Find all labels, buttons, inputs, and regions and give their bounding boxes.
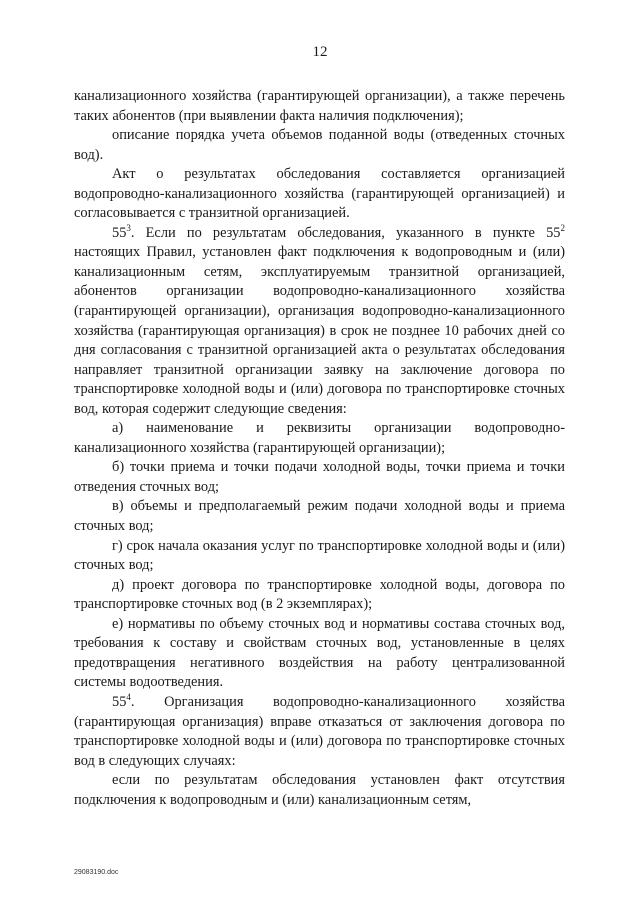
clause-text: . Если по результатам обследования, указанного в пункте 55 (130, 224, 561, 241)
list-item: г) срок начала оказания услуг по транспортировке холодной воды и (или) сточных вод; (74, 537, 565, 574)
page-number: 12 (312, 44, 328, 60)
paragraph: канализационного хозяйства (гарантирующей организации), а также перечень таких абонентов (при выявлении факта наличия подключения); (74, 88, 565, 124)
paragraph: если по результатам обследования установлен факт отсутствия подключения к водопроводным и (или) канализационным сетям, (74, 772, 565, 808)
reference-superscript: 2 (560, 223, 565, 234)
paragraph-clause-55-4 (74, 693, 565, 771)
footer-filename: 29083190.doc (74, 869, 119, 876)
clause-superscript: 4 (126, 692, 131, 703)
paragraph: описание порядка учета объемов поданной воды (отведенных сточных вод). (74, 127, 565, 163)
list-item: д) проект договора по транспортировке холодной воды, договора по транспортировке сточных вод (в 2 экземплярах); (74, 576, 565, 613)
list-item: а) наименование и реквизиты организации водопроводно-канализационного хозяйства (гарантирующей организации); (74, 420, 565, 456)
paragraph: Акт о результатах обследования составляется организацией водопроводно-канализационного хозяйства (гарантирующей организацией) и согласовывается с транзитной организацией. (74, 166, 565, 222)
list-item: в) объемы и предполагаемый режим подачи холодной воды и приема сточных вод; (74, 498, 565, 535)
clause-number: 55 (112, 224, 127, 241)
list-item: б) точки приема и точки подачи холодной воды, точки приема и точки отведения сточных вод; (74, 459, 565, 495)
clause-number: 55 (112, 693, 127, 710)
document-body (74, 87, 565, 810)
paragraph-clause-55-3 (74, 224, 565, 419)
clause-text-cont: настоящих Правил, установлен факт подключения к водопроводным и (или) канализационным сетям, эксплуатируемым транзитной организацией, абонентов организации водопроводно-канализационного хозяйства (гарантирующей организации), организация водопроводно-канализационного хозяйства (гарантирующая организация) в срок не позднее 10 рабочих дней со дня согласования с транзитной организацией акта о результатах обследования направляет транзитной организации заявку на заключение договора по транспортировке холодной воды и (или) договора по транспортировке сточных вод, которая содержит следующие сведения: (74, 244, 565, 417)
clause-superscript: 3 (126, 223, 131, 234)
clause-text: . Организация водопроводно-канализационного хозяйства (гарантирующая организация) вправе отказаться от заключения договора по транспортировке холодной воды и (или) договора по транспортировке сточных вод в следующих случаях: (74, 693, 565, 769)
list-item: е) нормативы по объему сточных вод и нормативы состава сточных вод, требования к составу и свойствам сточных вод, установленные в целях предотвращения негативного воздействия на работу централизованной системы водоотведения. (74, 615, 565, 691)
